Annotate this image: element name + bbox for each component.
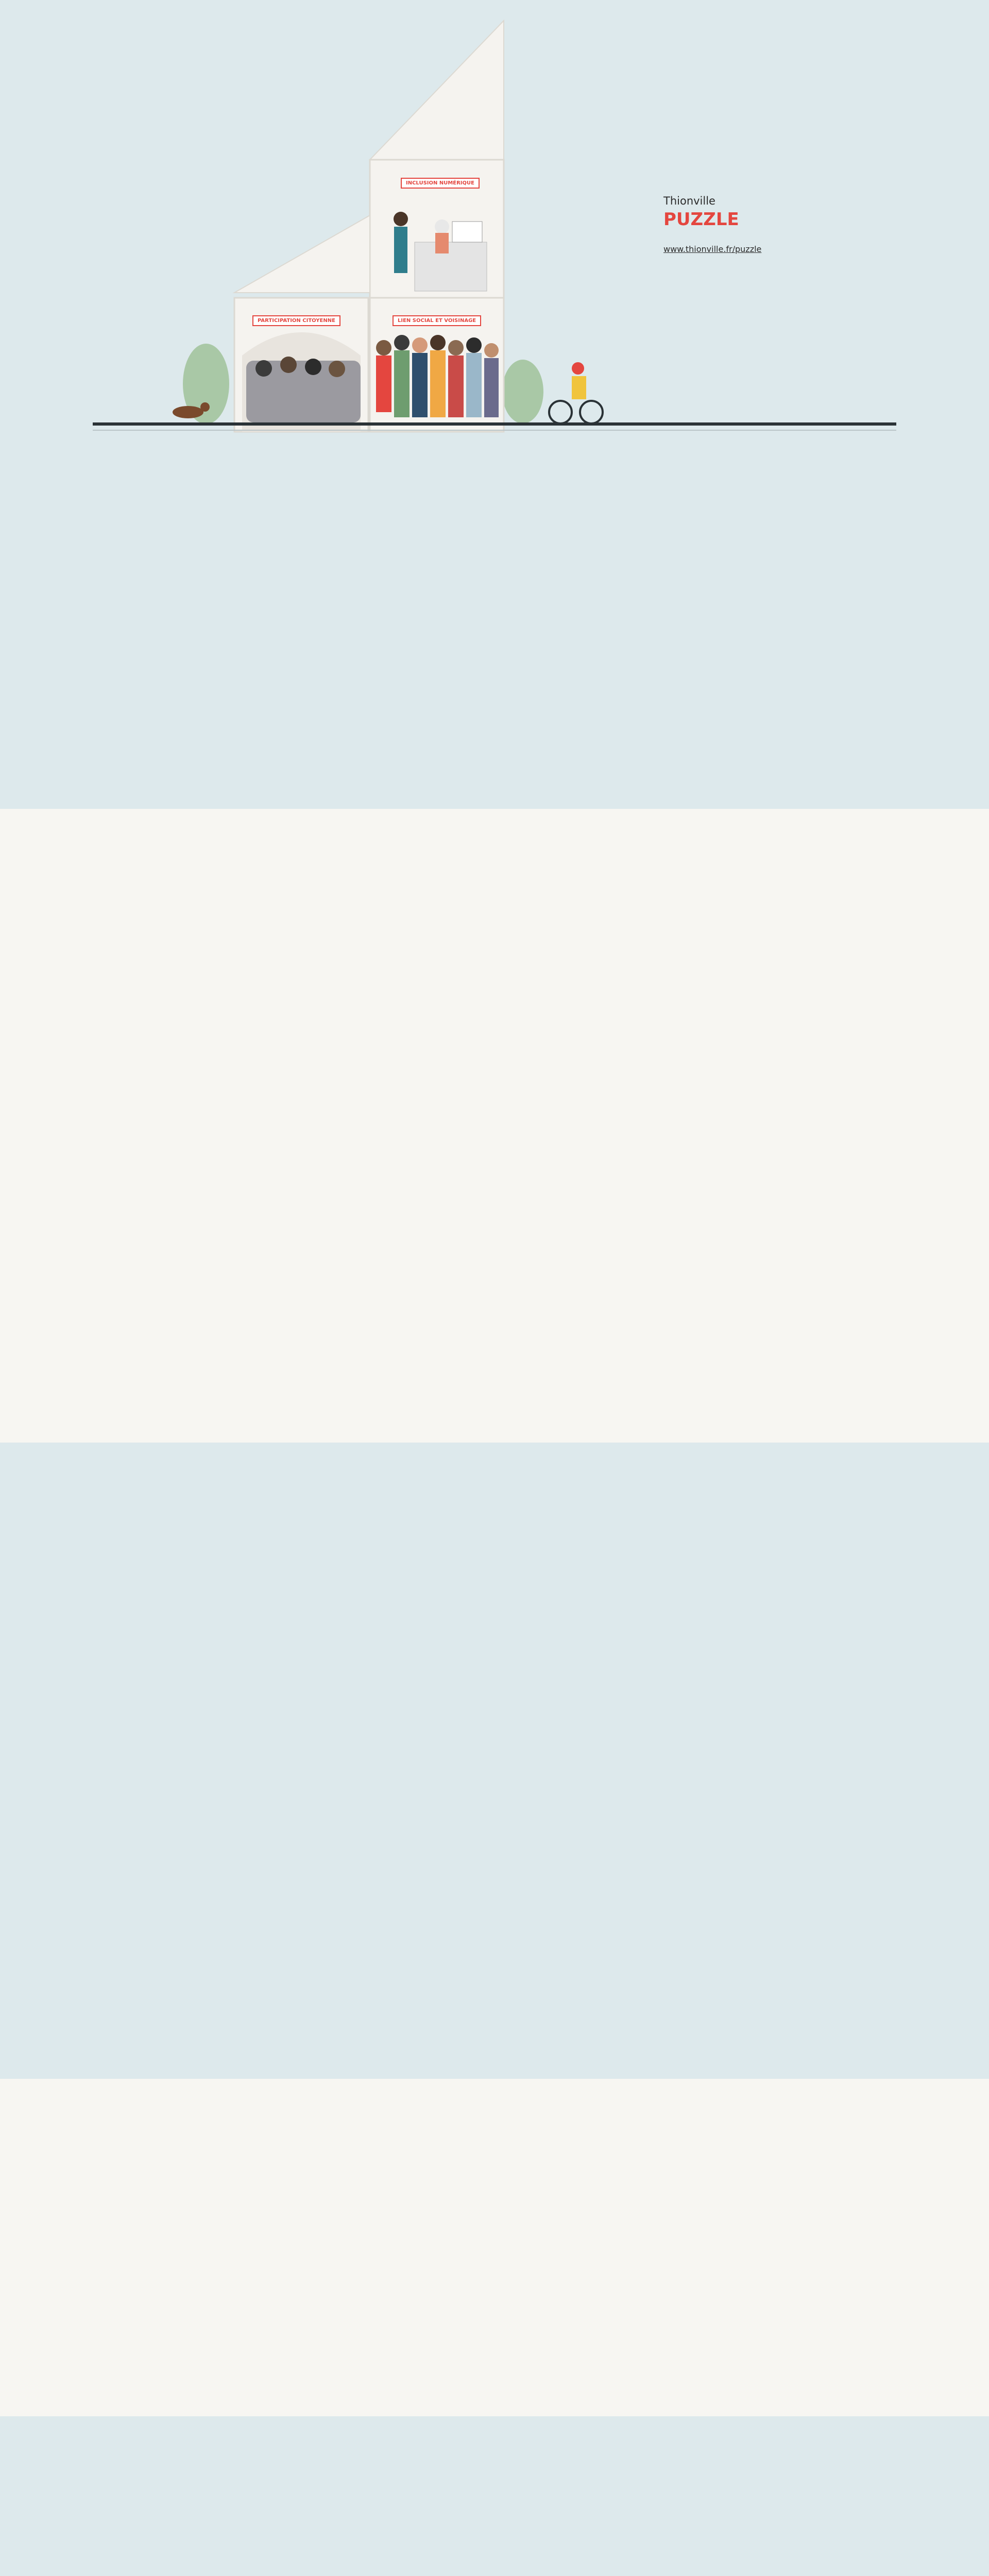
composition-section: [0, 2079, 989, 2416]
place-name: PUZZLE: [663, 209, 739, 230]
room-label-lien-social: LIEN SOCIAL ET VOISINAGE: [393, 315, 481, 326]
building-illustration: [0, 0, 989, 489]
ground-line: [93, 422, 896, 426]
acteurs-section: [0, 2416, 989, 2576]
city-name: Thionville: [663, 195, 715, 207]
idee-section: [0, 1443, 989, 2079]
website-link[interactable]: www.thionville.fr/puzzle: [663, 244, 762, 254]
surface-section: [0, 489, 989, 809]
localisation-section: [0, 809, 989, 1443]
room-label-inclusion: INCLUSION NUMÉRIQUE: [401, 178, 480, 189]
room-label-participation: PARTICIPATION CITOYENNE: [252, 315, 340, 326]
hero-section: [0, 0, 989, 489]
ground-line-shadow: [93, 430, 896, 431]
